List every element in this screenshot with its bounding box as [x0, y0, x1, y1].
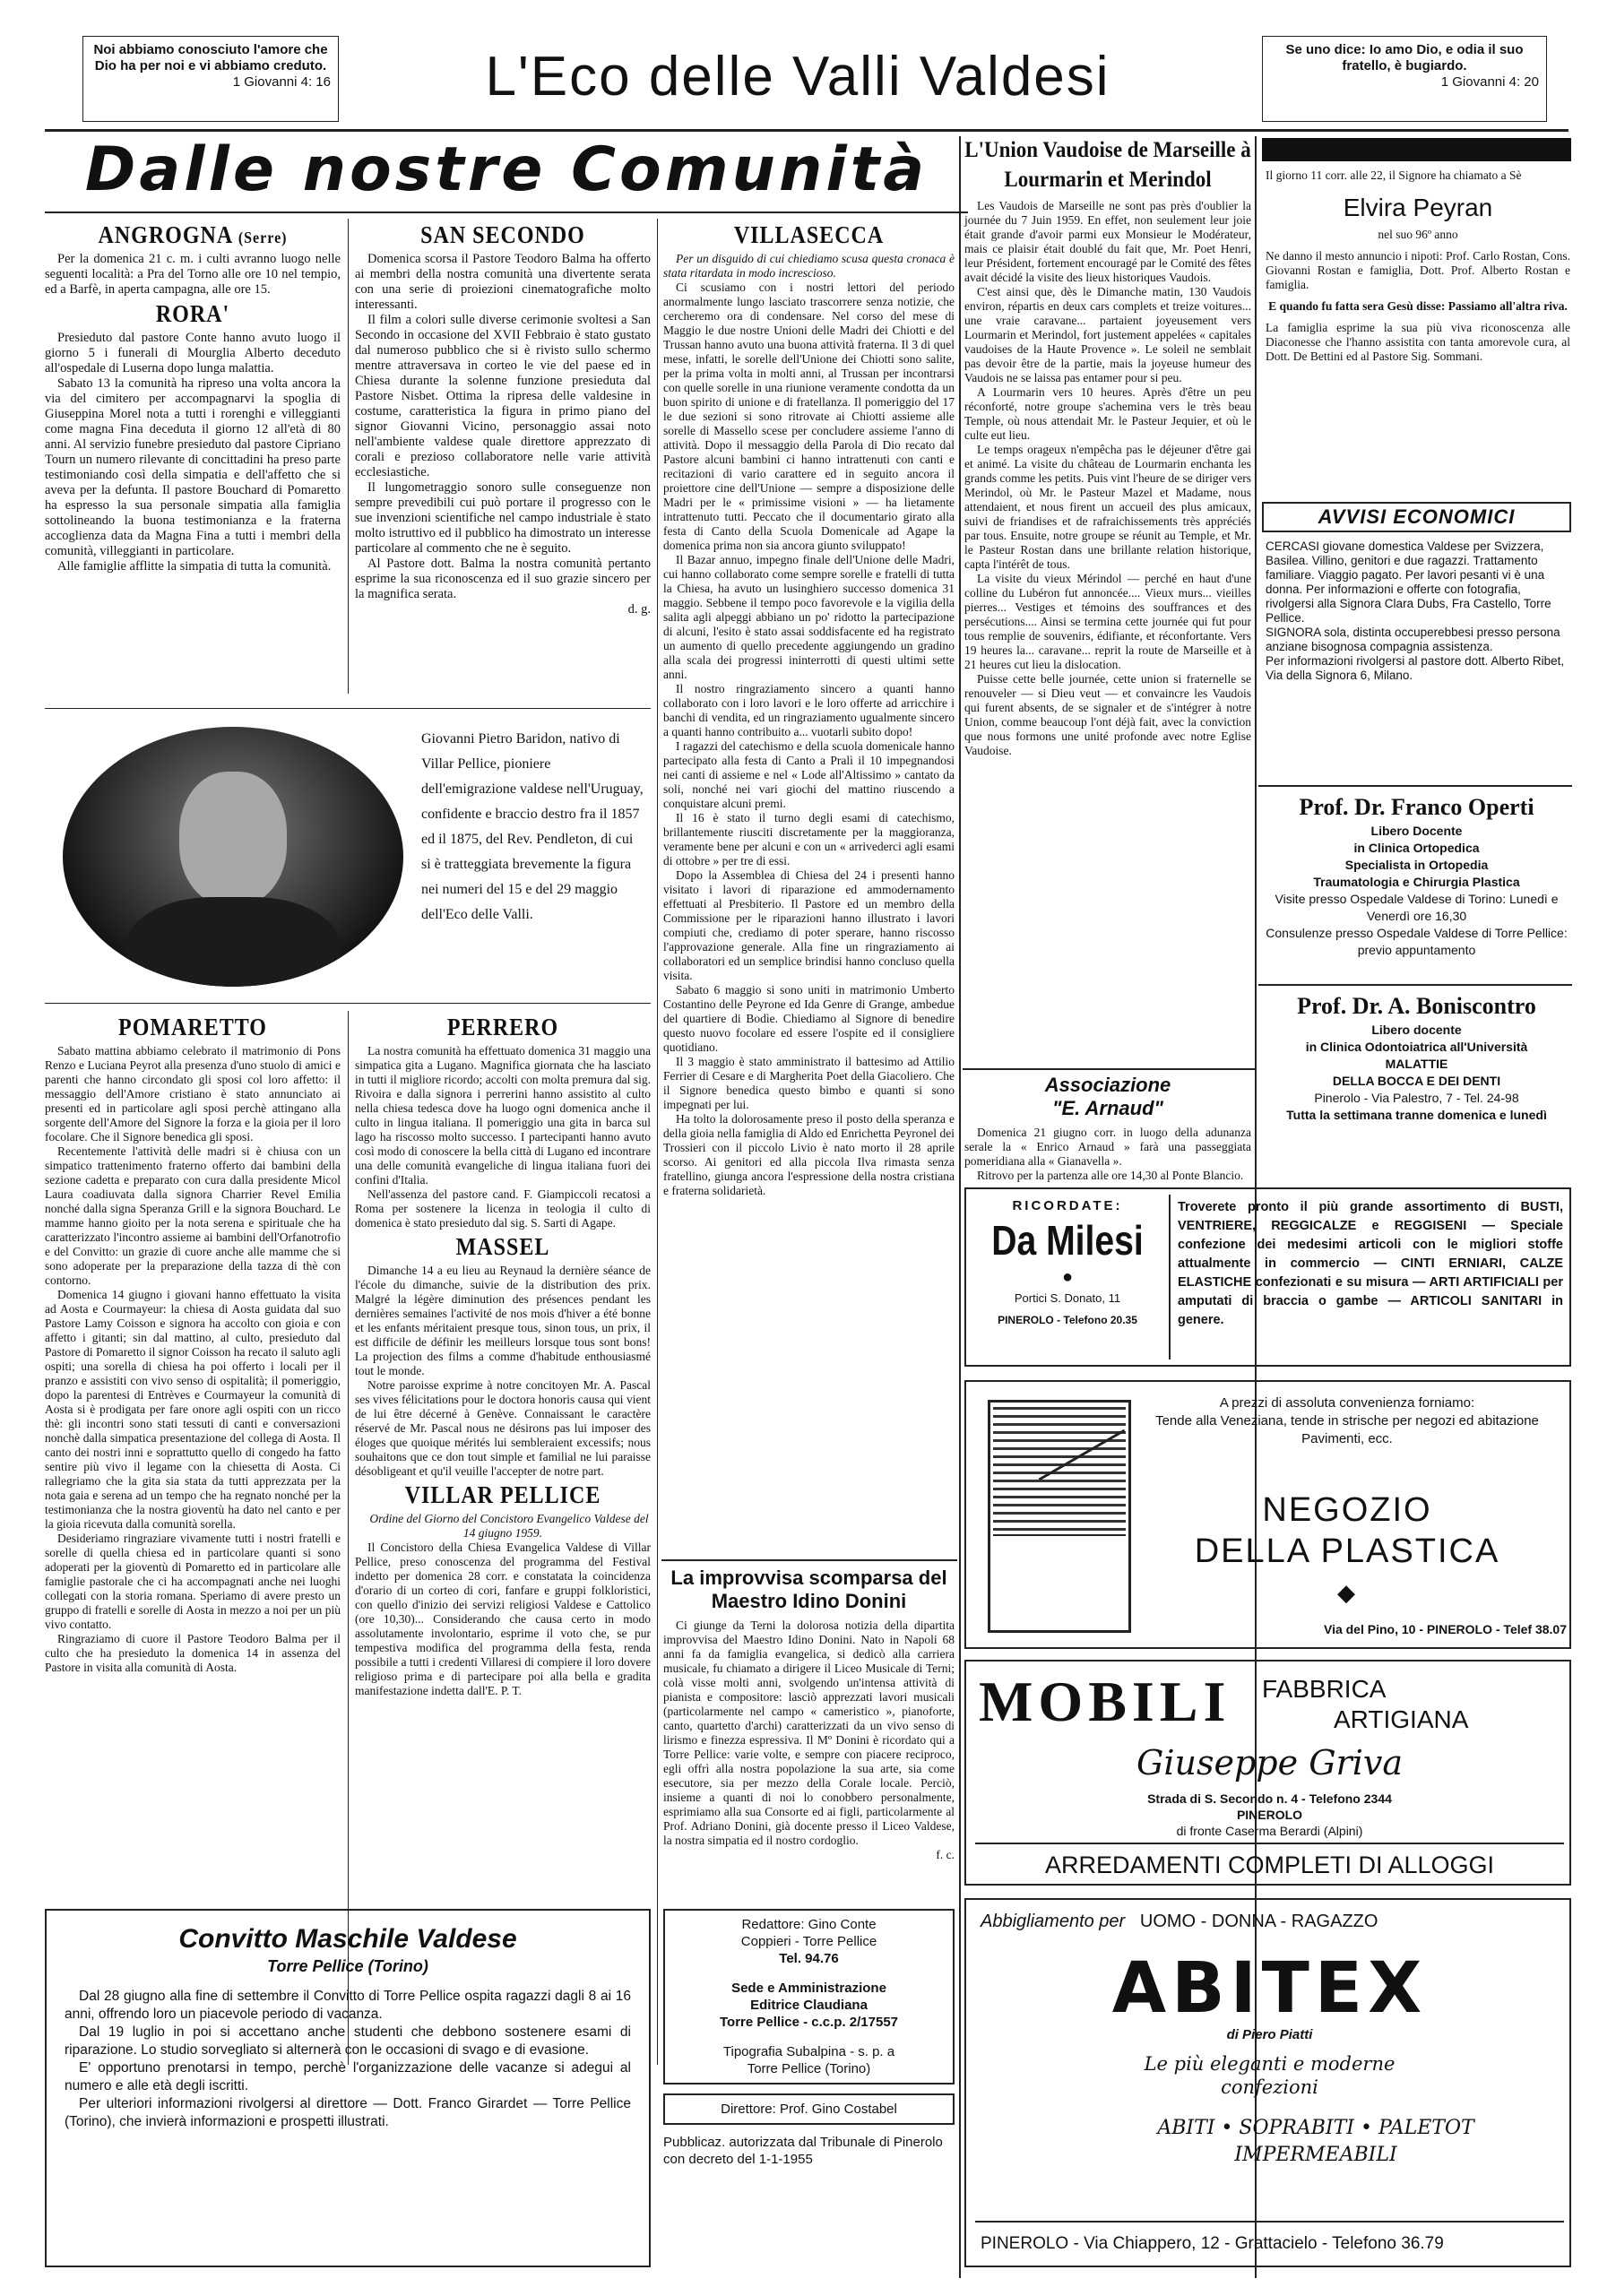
heading-perrero: PERRERO: [446, 1014, 559, 1041]
article-villasecca: VILLASECCA Per un disguido di cui chiediamo scusa questa cronaca è stata ritardata in modo increscioso. Ci scusiamo con i nostri lettori del periodo anormalmente lungo lasciato trascorrere senza notizie, che cercheremo ora di condensare. Nel corso del mese di Maggio le due nostre Unioni delle Madri dei Chiotti e del Trussan hanno avuto una buona attività fraterna. Il 3 di quel mese, infatti, le sorelle dell'Unione dei Chiotti sono salite, per la prima volta in molti anni, al Trussan per incontrarsi con quelle sorelle in una riunione veramente condotta da un buon spirito di unione e di fratellanza. Il pomeriggio del 17 le due sezioni si sono ritrovate ai Chiotti assieme alle sorelle di Massello scese per concludere assieme l'anno di attività. Dopo il messaggio della Parola di Dio recato dal Pastore alcuni bambini ci hanno intrattenuti con canti e recitazioni di vario carattere ed in seguito ancora il proiettore cine dell'Unione — sempre a disposizione delle Madri per le « primissime visioni » — ha lietamente intrattenuto tutti. Peccato che il documentario girato alla festa di Canto della Scuola Domenicale ad Agape la domenica prima non sia ancora giunto sviluppato! Il Bazar annuo, impegno finale dell'Unione delle Madri, cui hanno collaborato come sempre sorelle e fratelli di tutta la Chiesa, ha avuto un lusinghiero successo domenica 31 maggio. Sebbene il tempo poco favorevole e la vigilia della salita agli alpeggi abbiano un po' ridotto la partecipazione di alcuni, l'esito è stato assai soddisfacente ed ha registrato un aumento di quello precedente aggiungendo un gradino alla scala dei progressi ininterrotti di questi ultimi sette anni. Il nostro ringraziamento sincero a quanti hanno collaborato con i loro lavori e le loro offerte ad arricchire i banchi di vendita, ed un ringraziamento ugualmente sincero a quanti hanno contribuito a... vuotarli subito dopo! I ragazzi del catechismo e della scuola domenicale hanno partecipato alla festa di Canto a Pralì il 10 impegnandosi nei canti di assieme e nel « Lode all'Altissimo » cantato da soli, nonché nei vari giochi del mattino riuscendo a conquistare alcuni premi. Il 16 è stato il turno degli esami di catechismo, brillantemente riusciti discretamente per la maggioranza, veramente bene per alcuni e con un « arrivederci agli esami di ottobre » per tre di essi. Dopo la Assemblea di Chiesa del 24 i presenti hanno visitato i lavori di riparazione ed ammodernamento effettuati al Presbiterio. Il Pastore ed un membro della Commissione per le riparazioni hanno illustrato i lavori compiuti che, crediamo di poter sperare, hanno riscosso l'approvazione generale. Alla fine un ringraziamento ai collaboratori ed un semplice brindisi hanno concluso quella visita. Sabato 6 maggio si sono uniti in matrimonio Umberto Costantino delle Peyrone ed Ida Genre di Grange, ambedue del quartiere di Bodìe. Chiediamo al Signore di benedire questo nuovo focolare ed essere l'ospite ed il consigliere quotidiano. Il 3 maggio è stato amministrato il battesimo ad Attilio Ferrier di Cesare e di Margherita Poet della Giacoliero. Che il Signore benedica questo bimbo e quanti si sono impegnati per lui. Ha tolto la dolorosamente preso il posto della speranza e della gioia nella famiglia di Aldo ed Enrichetta Peyronel dei Trossieri con il piccolo Livio è nato morto il 28 aprile scorso. Ai genitori ed alla piccola Ilva rimasta senza fratellino, giunga ancora l'espressione della nostra cristiana e fraterna solidarietà.: [663, 221, 955, 1197]
heading-pomaretto: POMARETTO: [118, 1014, 267, 1041]
article-donini: La improvvisa scomparsa del Maestro Idino Donini Ci giunge da Terni la dolorosa notizia della dipartita improvvisa del Maestro Idino Donini. Nato in Napoli 68 anni fa da famiglia evangelica, si dedicò alla carriera musicale, fu chiamato a dirigere il Liceo Musicale di Terni; colà visse molti anni, svolgendo un'intensa attività di pianista e compositore: lasciò apprezzati lavori musicali (particolarmente nel campo « cameristico », pianoforte, canto, quartetto d'archi) caratterizzati da un vivo senso di lirismo e finezza espressiva. Il Mº Donini è ricordato qui a Torre Pellice: varie volte, e sempre con piacere reciproco, egli offrì alla nostra popolazione la sua arte, sia come esecutore, sia per mezzo della Corale locale. Perciò, insieme a quanti di noi lo conobbero personalmente, esprimiamo alla sua Consorte ed ai figli, particolarmente al Prof. Adriano Donini, già docente presso il Liceo Valdese, la nostra simpatia ed il nostro cordoglio. f. c.: [663, 1567, 955, 1861]
ad-abitex: Abbigliamento per UOMO - DONNA - RAGAZZO ABITEX di Piero Piatti Le più eleganti e moderne confezioni ABITI • SOPRABITI • PALETOT IMPERMEABILI PINEROLO - Via Chiappero, 12 - Grattacielo - Telefono 36.79: [964, 1898, 1571, 2267]
colophon: Redattore: Gino Conte Coppieri - Torre Pellice Tel. 94.76 Sede e Amministrazione Editrice Claudiana Torre Pellice - c.c.p. 2/17557 Tipografia Subalpina - s. p. a Torre Pellice (Torino) Direttore: Prof. Gino Costabel Pubblicaz. autorizzata dal Tribunale di Pinerolo con decreto del 1-1-1955: [663, 1909, 955, 2168]
portrait-body: [125, 897, 341, 987]
heading-rora: RORA': [155, 300, 230, 328]
ad-operti: Prof. Dr. Franco Operti Libero Docente in Clinica Ortopedica Specialista in Ortopedia Traumatologia e Chirurgia Plastica Visite presso Ospedale Valdese di Torino: Lunedì e Venerdì ore 16,30 Consulenze presso Ospedale Valdese di Torre Pellice: previo appuntamento: [1266, 794, 1568, 957]
photo-caption: Giovanni Pietro Baridon, nativo di Villar Pellice, pioniere dell'emigrazione valdese nell'Uruguay, confidente e braccio destro fra il 1857 ed il 1875, del Rev. Pendleton, di cui si è tratteggiata brevemente la figura nei numeri del 15 e del 29 maggio dell'Eco delle Valli.: [421, 731, 644, 922]
obituary-black-bar: [1262, 138, 1571, 161]
article-angrogna-rora: ANGROGNA (Serre) Per la domenica 21 c. m. i culti avranno luogo nelle seguenti località: a Pra del Torno alle ore 10 nel tempio, ed a Barfè, in aperta campagna, alle ore 15. RORA' Presieduto dal pastore Conte hanno avuto luogo il giorno 5 i funerali di Mourglia Alberto deceduto all'ospedale di Luserna dopo lunga malattia. Sabato 13 la comunità ha ripreso una volta ancora la via del cimitero per accompagnarvi la spoglia di Giuseppina Morel nota a tutti i rorenghi e villeggianti come magna Fina deceduta il giorno 12 all'età di 80 anni. Al servizio funebre presieduto dal pastore Cipriano Tourn un numero rilevante di concittadini ha preso parte testimoniando così della simpatia e dell'affetto che si aveva per la defunta. Il pastore Bouchard di Pomaretto ha espresso la sua personale simpatia alla famiglia sottolineando la buona testimonianza e la fraterna accoglienza data da Magna Fina a tutti i membri della comunità, villeggianti in particolare. Alle famiglie afflitte la simpatia di tutta la comunità.: [45, 221, 341, 574]
ad-boniscontro: Prof. Dr. A. Boniscontro Libero docente in Clinica Odontoiatrica all'Università MALATTIE DELLA BOCCA E DEI DENTI Pinerolo - Via Palestro, 7 - Tel. 24-98 Tutta la settimana tranne domenica e lunedì: [1286, 993, 1547, 1122]
header-right-quote: Se uno dice: Io amo Dio, e odia il suo fratello, è bugiardo. 1 Giovanni 4: 20: [1262, 36, 1547, 122]
header-rule: [45, 129, 1568, 132]
ad-plastica: A prezzi di assoluta convenienza forniamo: Tende alla Veneziana, tende in strische per negozi ed abitazione Pavimenti, ecc. NEGOZIO DELLA PLASTICA ◆ Via del Pino, 10 - PINEROLO - Telef 38.07: [964, 1380, 1571, 1649]
article-pomaretto: POMARETTO Sabato mattina abbiamo celebrato il matrimonio di Pons Renzo e Luciana Peyrot alla presenza d'uno stuolo di amici e parenti che hanno circondato gli sposi col loro affetto: il messaggio dell'Amore cristiano è stato annunciato ai presenti ed in particolare agli sposi perchè attingano alla sorgente dell'Amore del Signore la forza e la gioia per il loro focolare. Che il Signore benedica gli sposi. Recentemente l'attività delle madri si è chiusa con un simpatico trattenimento fraterno offerto dai bambini della sezione cadetta e preparato con cura dalla presidente Micol Laura coadiuvata dalla signora Charrier Revel Emilia nonché dalla signa Speranza Grill e la signora Bouchard. Le mamme hanno gioito per la nota serena e spirituale che ha caratterizzato l'incontro assieme ai bambini dell'Orfanotrofio e del Convitto: un grazie di cuore anche alle mamme che si sono adoperate per la preparazione della tazza di thè con contorno. Domenica 14 giugno i giovani hanno effettuato la visita ad Aosta e Courmayeur: la chiesa di Aosta guidata dal suo Pastore Lamy Coisson e signora ha accolto con gioia e con affetto i gitanti; sin dal mattino, al culto, presieduto dal Pastore di Pomaretto il signor Coisson ha recato il saluto agli ospiti; una sorella di chiesa ha poi offerto i locali per il pranzo e assistiti con vivo senso di ospitalità; il pomeriggio, dopo la parentesi di Entrèves e Courmayeur la comunità di Aosta si è prodigata per fare onore agli ospiti con un ricco thè: gli incontri sono stati tessuti di canti e conversazioni nonchè dalla simpatica presentazione del collega di Aosta. Il canto dei nostri inni e soprattutto quello di congedo ha fatto sentire più vivo il legame con la chiesetta di Aosta. Ci rallegriamo che la gita sia stata da tutti apprezzata per la nota gaia e serena ad un tempo che ha regnato nonché per la testimonianza che la nostra gioventù ha dato nel canto e per la gioia ricevuta dalla comunità sorella. Desideriamo ringraziare vivamente tutti i nostri fratelli e sorelle di quella chiesa ed in particolare quanti si sono adoperati per la gioventù di Pomaretto ed in particolare alle famiglie pastorale che ci ha accompagnati anche nei luoghi collegati con la storia romana. Speriamo di avere presto un gruppo di fratelli e sorelle di Aosta in mezzo a noi per un più vivo contatto. Ringraziamo di cuore il Pastore Teodoro Balma per il culto che ha presieduto la domenica 14 in assenza del Pastore in visita alla comunità di Aosta.: [45, 1014, 341, 1674]
ad-mobili: MOBILI FABBRICA ARTIGIANA Giuseppe Griva Strada di S. Secondo n. 4 - Telefono 2344 PINEROLO di fronte Caserma Berardi (Alpini) ARREDAMENTI COMPLETI DI ALLOGGI: [964, 1660, 1571, 1886]
masthead-title: L'Eco delle Valli Valdesi: [485, 46, 1110, 108]
header-left-quote: Noi abbiamo conosciuto l'amore che Dio ha per noi e vi abbiamo creduto. 1 Giovanni 4: 16: [82, 36, 339, 122]
window-blinds-illustration: [979, 1400, 1140, 1633]
heading-villar-pellice: VILLAR PELLICE: [404, 1481, 601, 1509]
heading-san-secondo: SAN SECONDO: [420, 221, 585, 249]
article-marseille: L'Union Vaudoise de Marseille à Lourmarin et Merindol Les Vaudois de Marseille ne sont pas près d'oublier la journée du 7 Juin 1959. En effet, non seulement leur joie était grande d'avoir parmi eux Monsieur le Modérateur, mais ce plaisir était doublé du fait que, Mr. Poet Henri, leur Président, fortement encouragé par le Comité des fêtes avait décidé la visite des lieux historiques Vaudois. C'est ainsi que, dès le Dimanche matin, 130 Vaudois environ, répartis en deux cars complets et treize voitures... une vraie caravane... partaient joyeusement vers Lourmarin et Merindol, fort justement appelées « capitales vaudoises de la Haute Provence ». Le soleil ne semblait pas devoir être de la partie, mais la joyeuse humeur des Vaudois ne se laissa pas entamer pour si peu. A Lourmarin vers 10 heures. Après d'être un peu réconforté, notre groupe s'achemina vers le très beau Temple, où nous attendait Mr. le Pasteur Jequier, et où le culte eut lieu. Le temps orageux n'empêcha pas le déjeuner d'être gai et animé. La visite du château de Lourmarin enchanta les grands comme les petits. Puis vint l'heure de se diriger vers Merindol, où Mr. le Pasteur Mazel et Madame, nous attendaient, et nous firent un accueil des plus amicaux, suivi de friandises et de rafraichissements très appréciés par tous. Ensuite, notre groupe se réunit au Temple, et Mr. le Pasteur Rostan dans une brillante relation historique, capta l'intérêt de tous. La visite du vieux Mérindol — perché en haut d'une colline du Lubéron fut annoncée.... Vieux murs... vieilles pierres... Vestiges et témoins des souffrances et des persécutions.... Ainsi se termina cette journée qui fut pour tous remplie de souvenirs, édifiante, et réconfortante. Vers 19 heures la... caravane... reprit la route de Marseille et à 21 heures cut lieu la dislocation. Puisse cette belle journée, cette union si fraternelle se renouveler — si Dieu veut — et convaincre les Vaudois qui furent absents, de se signaler et de s'intégrer à notre Union, comme beaucoup l'ont déjà fait, avec la conviction que nous formons une unité profonde avec notre Eglise Vaudoise.: [964, 138, 1251, 758]
avvisi-header: AVVISI ECONOMICI: [1262, 502, 1571, 532]
article-arnaud: Associazione "E. Arnaud" Domenica 21 giugno corr. in luogo della adunanza serale la « Enrico Arnaud » farà una passeggiata pomeridiana alla « Gianavella ». Ritrovo per la partenza alle ore 14,30 al Ponte Blancio.: [964, 1074, 1251, 1182]
photo-box: [45, 708, 651, 1004]
article-perrero-massel-villar: PERRERO La nostra comunità ha effettuato domenica 31 maggio una simpatica gita a Lugano. Magnifica giornata che ha lasciato in tutti il migliore ricordo; accolti con molta premura dal sig. Rivoira e dalla signora i perrerini hanno assistito al culto nella chiesa tedesca dove ha luogo ogni domenica anche il culto in lingua italiana. Il pomeriggio una gita in barca sul lago ha riscosso molto successo. I partecipanti hanno avuto così modo di conoscere la bella città di Lugano ed incontrare una delle comunità evangeliche di lingua italiana fuori dei confini d'Italia. Nell'assenza del pastore cand. F. Giampiccoli recatosi a Roma per sostenere la licenza in teologia il culto di domenica è stato presieduto dal sig. S. Sarti di Agape. MASSEL Dimanche 14 a eu lieu au Reynaud la dernière séance de l'école du dimanche, suivie de la distribution des prix. Malgré la légère diminution des présences pendant les dernières semaines l'activité de nos mois d'hiver a été bonne et les enfants méritaient presque tous, sinon tous, un prix, il est difficile de définir les meilleurs lorsque tous sont bons! La projection des films a comme d'habitude enthousiasmé tout le monde. Notre paroisse exprime à notre concitoyen Mr. A. Pascal ses vives félicitations pour le doctora honoris causa qui vient de lui être décerné à Genève. Connaissant le caractère réservé de Mr. Pascal nous ne désirons pas lui imposer des éloges que quoique mérités lui sembleraient excessifs; nous souhaitons que ce don tout simple et familial ne lui paraisse désobligeant et qu'il veuille l'accepter de notre part. VILLAR PELLICE Ordine del Giorno del Concistoro Evangelico Valdese del 14 giugno 1959. Il Concistoro della Chiesa Evangelica Valdese di Villar Pellice, preso conoscenza del programma del Festival indetto per domenica 28 corr. e constatata la coincidenza d'orario di un corteo di cori, fanfare e gruppi folkloristici, con quello d'inizio dei servizi religiosi Valdese e Cattolico (ore 10,30)... Considerando che causa certo in modo assolutamente involontario, esprime il voto che, se pur tempestiva modifica del programma della festa, renda possibile a tutti i credenti Villaresi di compiere il loro dovere religioso prima e di partecipare poi alla bella e gradita manifestazione indetta dall'E. P. T.: [355, 1014, 651, 1697]
diamond-icon: ◆: [1337, 1579, 1357, 1606]
article-san-secondo: SAN SECONDO Domenica scorsa il Pastore Teodoro Balma ha offerto ai membri della nostra comunità una divertente serata con una serie di proiezioni cinematografiche molto interessanti. Il film a colori sulle diverse cerimonie svoltesi a San Secondo in occasione del XVII Febbraio è stato gustato dal numeroso pubblico che si è rivisto sullo schermo mentre attraversava in corteo le vie del paese ed in Chiesa durante la solenne funzione presieduta dal Pastore Nisbet. Ottima la ripresa delle valdesine in costume, caratteristica la figura in primo piano del signor Giovanni Vicino, personaggio assai noto nell'ambiente valdese quale direttore apprezzato di corali e prezioso collaboratore nelle varie attività ecclesiastiche. Il lungometraggio sonoro sulle conseguenze non sempre prevedibili cui può portare il progresso con le sue invenzioni scientifiche nel campo industriale è stato molto istruttivo ed il pubblico ha dimostrato un interesse particolare al commento che ne è seguito. Al Pastore dott. Balma la nostra comunità pertanto esprime la sua riconoscenza ed il suo grazie sincero per la magnifica serata. d. g.: [355, 221, 651, 617]
heading-massel: MASSEL: [455, 1233, 550, 1261]
heading-donini: La improvvisa scomparsa del Maestro Idino Donini: [670, 1567, 947, 1612]
heading-angrogna: ANGROGNA: [98, 221, 232, 249]
ad-convitto: Convitto Maschile Valdese Torre Pellice (Torino) Dal 28 giugno alla fine di settembre il Convitto di Torre Pellice ospita ragazzi dagli 8 ai 16 anni, offrendo loro un piacevole periodo di vacanza. Dal 19 luglio in poi si accettano anche studenti che debbono sostenere esami di riparazione. Lo studio sorvegliato si alternerà con le occasioni di svago e di evasione. E' opportuno prenotarsi in tempo, perchè l'organizzazione delle vacanze si adegui al numero e alle età degli iscritti. Per ulteriori informazioni rivolgersi al direttore — Dott. Franco Girardet — Torre Pellice (Torino), che invierà informazioni e prospetti illustrati.: [45, 1909, 651, 2267]
obituary-peyran: Il giorno 11 corr. alle 22, il Signore ha chiamato a Sè Elvira Peyran nel suo 96º anno Ne danno il mesto annuncio i nipoti: Prof. Carlo Rostan, Cons. Giovanni Rostan e famiglia, Dott. Prof. Alberto Rostan e famiglia. E quando fu fatta sera Gesù disse: Passiamo all'altra riva. La famiglia esprime la sua più viva riconoscenza alle Diaconesse che l'hanno assistita con tanta amorevole cura, al Dott. De Bettini ed al Pastore Sig. Sommani.: [1266, 168, 1570, 363]
portrait-face: [179, 772, 287, 906]
heading-villasecca: VILLASECCA: [733, 221, 885, 249]
portrait-photo: [63, 727, 403, 987]
ad-milesi: RICORDATE: Da Milesi ● Portici S. Donato, 11 PINEROLO - Telefono 20.35 Troverete pronto il più grande assortimento di BUSTI, VENTRIERE, REGGICALZE e REGGISENI — Speciale confezione dei medesimi articoli con le migliori stoffe attualmente in commercio — CINTI ERNIARI, CALZE ELASTICHE confezionati e su misura — ARTI ARTIFICIALI per amputati di braccia o gambe — ARTICOLI SANITARI in genere.: [964, 1187, 1571, 1367]
section-title: Dalle nostre Comunità: [84, 134, 929, 205]
avvisi-text: CERCASI giovane domestica Valdese per Svizzera, Basilea. Villino, genitori e due ragazzi. Trattamento familiare. Viaggio pagato. Per lavori pesanti vi è una donna. Per informazioni e offerte con fotografia, rivolgersi alla Signora Clara Dubs, Fra Castello, Torre Pellice. SIGNORA sola, distinta occuperebbesi presso persona anziane bisognosa compagnia assistenza. Per informazioni rivolgersi al pastore dott. Alberto Ribet, Via della Signora 6, Milano.: [1266, 539, 1565, 682]
heading-marseille: L'Union Vaudoise de Marseille à Lourmarin et Merindol: [964, 137, 1251, 192]
